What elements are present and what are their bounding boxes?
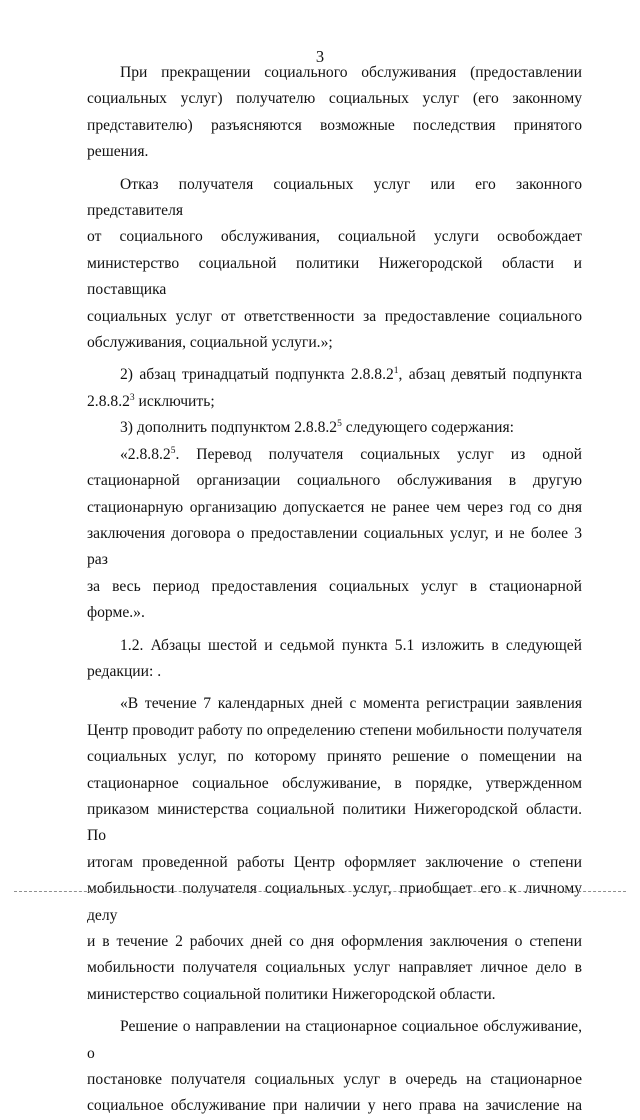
paragraph-line: итогам проведенной работы Центр оформляет заключение о степени [87,853,582,871]
paragraph-line: за весь период предоставления социальных услуг в стационарной форме.». [87,577,582,622]
paragraph-line: заключения договора о предоставлении социальных услуг, и не более 3 раз [87,524,582,569]
paragraph-line: мобильности получателя социальных услуг направляет личное дело в [87,959,582,977]
superscript: 5 [170,445,176,456]
superscript: 3 [129,392,135,403]
document-body [87,60,582,1120]
paragraph-line: от социального обслуживания, социальной услуги освобождает [87,228,582,246]
paragraph-line: министерство социальной политики Нижегородской области и поставщика [87,254,582,299]
paragraph-line: Решение о направлении на стационарное социальное обслуживание, о [87,1018,582,1062]
paragraph-line: приказом министерства социальной политики Нижегородской области. По [87,800,582,845]
paragraph-line: социальных услуг от ответственности за предоставление социального [87,307,582,325]
paragraph-line: социальное обслуживание при наличии у него права на зачисление на [87,1097,582,1115]
page-number: 3 [315,47,325,66]
paragraph-line: «В течение 7 календарных дней с момента регистрации заявления [120,695,582,713]
paragraph-line: мобильности получателя социальных услуг, приобщает его к личному делу [87,880,582,924]
paragraph-line: При прекращении социального обслуживания (предоставлении [120,64,582,81]
scan-bottom-edge [14,891,626,892]
paragraph-line: социальных услуг, по которому принято решение о помещении на [87,748,582,766]
text-run: 2.8.8.2 [87,392,130,410]
paragraph-line: представителю) разъясняются возможные последствия принятого решения. [87,116,582,161]
paragraph-line: и в течение 2 рабочих дней со дня оформления заключения о степени [87,933,582,950]
text-run: , абзац девятый подпункта [398,366,582,384]
text-run: исключить; [134,392,215,410]
text-run: следующего содержания: [341,419,514,437]
paragraph-line: редакции: . [87,662,162,680]
paragraph-line: министерство социальной политики Нижегородской области. [87,985,496,1003]
paragraph-line: 1.2. Абзацы шестой и седьмой пункта 5.1 изложить в следующей [120,636,582,654]
text-run: . Перевод получателя социальных услуг из одной [175,445,582,463]
text-run: 2) абзац тринадцатый подпункта 2.8.8.2 [120,366,394,384]
paragraph-line: стационарную организацию допускается не ранее чем через год со дня [87,498,582,516]
paragraph-line: социальных услуг) получателю социальных услуг (его законному [87,90,582,108]
paragraph-line: стационарное социальное обслуживание, в порядке, утвержденном [87,774,582,792]
paragraph-line [87,362,582,388]
superscript: 5 [337,419,342,430]
paragraph-line: Центр проводит работу по определению степени мобильности получателя [87,721,582,739]
paragraph-line: постановке получателя социальных услуг в очередь на стационарное [87,1071,582,1089]
paragraph-line [87,389,582,415]
superscript: 1 [393,366,399,377]
paragraph-line [87,415,582,441]
paragraph-line [87,442,582,468]
text-run: 3) дополнить подпунктом 2.8.8.2 [120,419,338,437]
text-run: «2.8.8.2 [120,445,171,463]
paragraph-line: Отказ получателя социальных услуг или его законного представителя [87,175,582,220]
paragraph-line: стационарной организации социального обслуживания в другую [87,472,582,490]
paragraph-line: обслуживания, социальной услуги.»; [87,334,333,352]
